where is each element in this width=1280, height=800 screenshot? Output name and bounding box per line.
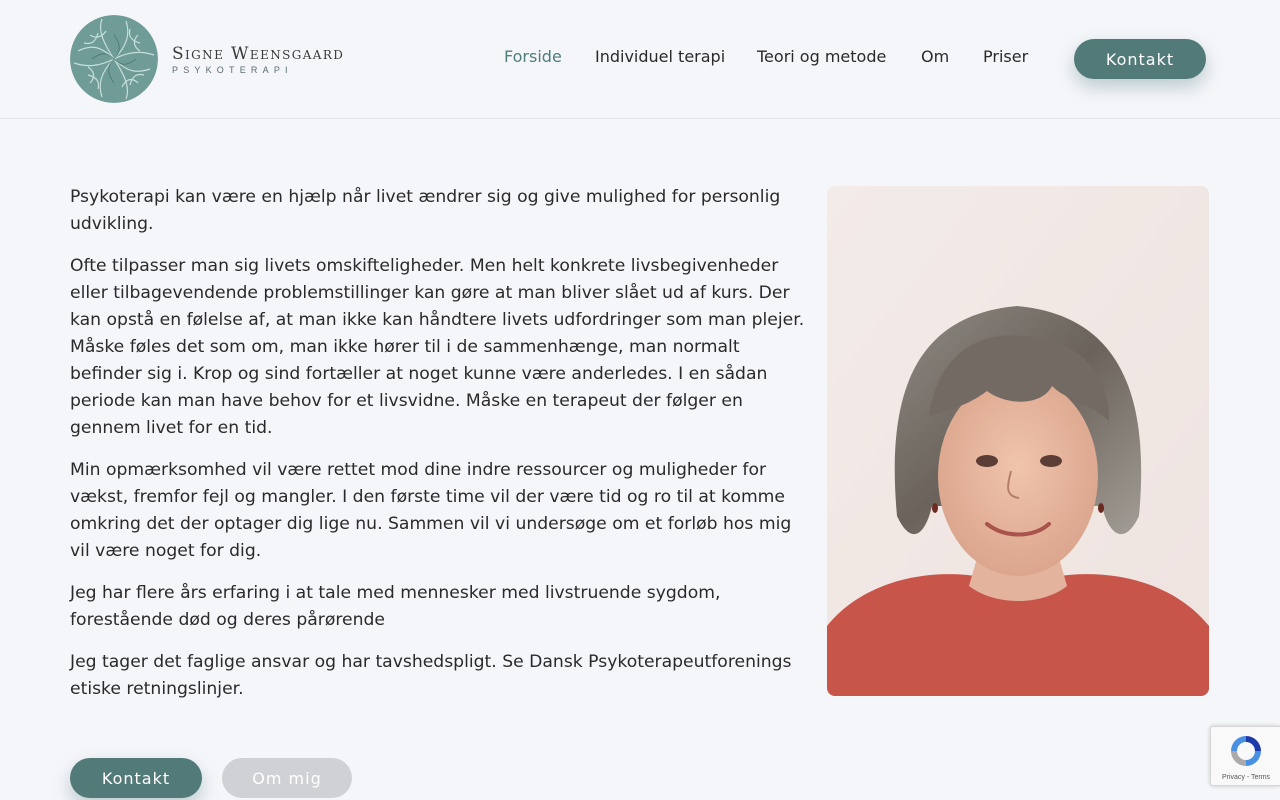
nav-item-teori-og-metode[interactable]: Teori og metode [757,47,887,66]
recaptcha-badge[interactable] [1210,726,1280,786]
paragraph: Jeg tager det faglige ansvar og har tavshedspligt. Se Dansk Psykoterapeutforenings etiske retningslinjer. [70,652,792,699]
portrait-photo [827,186,1209,696]
paragraph: Psykoterapi kan være en hjælp når livet ændrer sig og give mulighed for personlig udvikling. [70,187,781,234]
nav-item-om[interactable]: Om [921,47,950,66]
logo-text [172,44,344,75]
nav-item-individuel-terapi[interactable]: Individuel terapi [595,47,726,66]
recaptcha-links[interactable]: Privacy - Terms [1221,774,1271,781]
logo-subtitle: PSYKOTERAPI [172,64,293,75]
site-logo[interactable] [70,15,370,103]
paragraph: Min opmærksomhed vil være rettet mod dine indre ressourcer og muligheder for vækst, fremfor fejl og mangler. I den første time vil der være tid og ro til at komme omkring det der optager dig lige nu. Sammen vil vi undersøge om et forløb hos mig vil være noget for dig. [70,460,792,561]
paragraph: Ofte tilpasser man sig livets omskifteligheder. Men helt konkrete livsbegivenheder eller tilbagevendende problemstillinger kan gøre at man bliver slået ud af kurs. Der kan opstå en følelse af, at man ikke kan håndtere livets udfordringer som man plejer. Måske føles det som om, man ikke hører til i de sammenhænge, man normalt befinder sig i. Krop og sind fortæller at noget kunne være anderledes. I en sådan periode kan man have behov for et livsvidne. Måske en terapeut der følger en gennem livet for en tid. [70,256,805,438]
leaf-pattern-logo-icon [70,15,158,103]
recaptcha-icon [1228,733,1264,773]
about-me-button[interactable]: Om mig [222,758,352,798]
nav-item-forside[interactable]: Forside [504,47,562,66]
paragraph: Jeg har flere års erfaring i at tale med mennesker med livstruende sygdom, forestående død og deres pårørende [70,583,721,630]
header-contact-button[interactable]: Kontakt [1074,39,1206,79]
site-header [0,0,1280,119]
intro-text [70,184,810,718]
nav-item-priser[interactable]: Priser [983,47,1029,66]
logo-name: Signe Weensgaard [172,43,345,64]
contact-button[interactable]: Kontakt [70,758,202,798]
